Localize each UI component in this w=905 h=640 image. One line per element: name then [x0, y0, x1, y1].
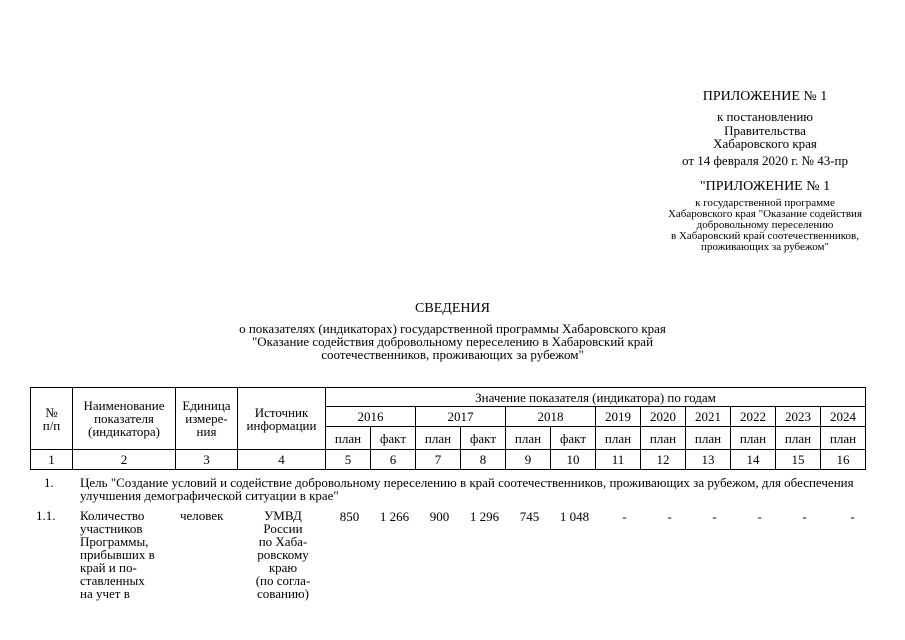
year-header: 2017 [416, 407, 506, 427]
column-number: 1 [31, 450, 73, 470]
plan-header: план [821, 427, 866, 450]
resolution-line: Хабаровского края [713, 136, 817, 152]
col-header-number: № п/п [31, 388, 73, 450]
program-line: в Хабаровский край соотечественников, [671, 230, 859, 242]
subtitle-line: о показателях (индикаторах) государственной программы Хабаровского края [239, 321, 666, 336]
program-reference [620, 198, 905, 253]
value-cell: - [757, 509, 762, 524]
subtitle-line: соотечественников, проживающих за рубежом" [321, 347, 584, 362]
column-number: 13 [686, 450, 731, 470]
column-number: 10 [551, 450, 596, 470]
document-subtitle [0, 322, 905, 361]
column-number: 3 [176, 450, 238, 470]
program-line: к государственной программе [695, 197, 835, 209]
year-header: 2019 [596, 407, 641, 427]
column-number: 16 [821, 450, 866, 470]
goal-number: 1. [44, 475, 54, 490]
year-header: 2020 [641, 407, 686, 427]
year-header: 2022 [731, 407, 776, 427]
plan-header: план [416, 427, 461, 450]
value-cell: 1 296 [469, 509, 500, 524]
column-number: 7 [416, 450, 461, 470]
plan-header: план [506, 427, 551, 450]
col-header-values: Значение показателя (индикатора) по годам [326, 388, 866, 407]
column-number: 6 [371, 450, 416, 470]
program-line: Хабаровского края "Оказание содействия [667, 208, 862, 220]
plan-header: план [596, 427, 641, 450]
column-number: 15 [776, 450, 821, 470]
value-cell: - [667, 509, 672, 524]
column-number: 4 [238, 450, 326, 470]
resolution-reference [620, 110, 905, 151]
resolution-line: Правительства [724, 122, 806, 138]
indicator-source: УМВД России по Хаба- ровскому краю (по согла- сованию) [255, 508, 311, 601]
program-line: добровольному переселению [696, 219, 834, 231]
value-cell: 745 [519, 509, 540, 524]
col-header-name: Наименование показателя (индикатора) [73, 388, 176, 450]
year-header: 2021 [686, 407, 731, 427]
value-cell: - [850, 509, 855, 524]
appendix-title: ПРИЛОЖЕНИЕ № 1 [702, 89, 828, 104]
column-number: 2 [73, 450, 176, 470]
resolution-line: к постановлению [716, 109, 814, 124]
value-cell: - [802, 509, 807, 524]
year-header: 2016 [326, 407, 416, 427]
plan-header: план [686, 427, 731, 450]
indicator-unit: человек [180, 508, 224, 523]
column-number-row [31, 450, 866, 470]
goal-text: Цель "Создание условий и содействие добровольному переселению в край соотечественников, проживающих за рубежом, для обеспечения улучшения демографической ситуации в крае" [80, 475, 854, 503]
column-number: 14 [731, 450, 776, 470]
column-number: 11 [596, 450, 641, 470]
appendix-title-2: "ПРИЛОЖЕНИЕ № 1 [699, 179, 831, 194]
plan-header: план [776, 427, 821, 450]
plan-header: план [326, 427, 371, 450]
value-cell: 850 [339, 509, 360, 524]
fact-header: факт [371, 427, 416, 450]
column-number: 9 [506, 450, 551, 470]
fact-header: факт [461, 427, 506, 450]
col-header-unit: Единица измере- ния [176, 388, 238, 450]
value-cell: 1 266 [379, 509, 410, 524]
program-line: проживающих за рубежом" [701, 241, 829, 253]
value-cell: - [712, 509, 717, 524]
value-cell: 1 048 [559, 509, 590, 524]
year-header: 2023 [776, 407, 821, 427]
year-header: 2018 [506, 407, 596, 427]
year-header: 2024 [821, 407, 866, 427]
value-cell: - [622, 509, 627, 524]
indicator-name: Количество участников Программы, прибывших в край и по- ставленных на учет в [80, 508, 155, 601]
plan-header: план [641, 427, 686, 450]
indicators-table [30, 387, 866, 470]
column-number: 12 [641, 450, 686, 470]
column-number: 8 [461, 450, 506, 470]
row-number: 1.1. [36, 508, 56, 523]
fact-header: факт [551, 427, 596, 450]
document-title: СВЕДЕНИЯ [415, 301, 490, 316]
plan-header: план [731, 427, 776, 450]
subtitle-line: "Оказание содействия добровольному переселению в Хабаровский край [251, 334, 654, 349]
col-header-source: Источник информации [238, 388, 326, 450]
resolution-date: от 14 февраля 2020 г. № 43-пр [682, 153, 848, 168]
column-number: 5 [326, 450, 371, 470]
value-cell: 900 [429, 509, 450, 524]
